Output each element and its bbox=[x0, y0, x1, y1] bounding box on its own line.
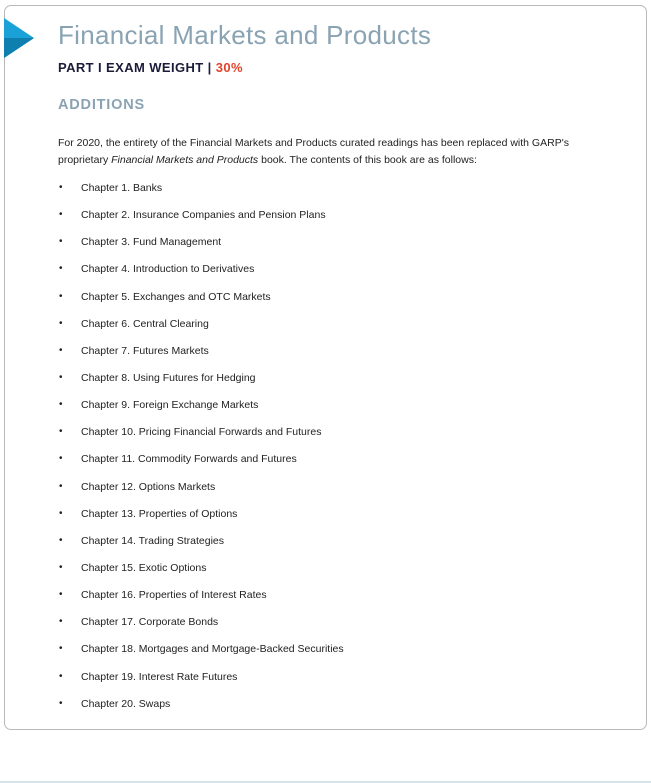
exam-weight-value: 30% bbox=[215, 60, 243, 75]
chapter-item: • Chapter 6. Central Clearing bbox=[58, 316, 344, 343]
chapter-item: • Chapter 1. Banks bbox=[58, 180, 344, 207]
chapter-item: • Chapter 20. Swaps bbox=[58, 696, 344, 723]
chapter-item: • Chapter 2. Insurance Companies and Pension Plans bbox=[58, 207, 344, 234]
arrow-icon bbox=[4, 18, 34, 58]
intro-paragraph bbox=[58, 135, 618, 169]
exam-weight-label: PART I EXAM WEIGHT | bbox=[58, 60, 216, 75]
page-title: Financial Markets and Products bbox=[58, 20, 432, 50]
exam-weight bbox=[58, 60, 243, 75]
chapter-item: • Chapter 15. Exotic Options bbox=[58, 560, 344, 587]
chapter-item: • Chapter 17. Corporate Bonds bbox=[58, 614, 344, 641]
chapter-item: • Chapter 11. Commodity Forwards and Futures bbox=[58, 451, 344, 478]
chapter-item: • Chapter 8. Using Futures for Hedging bbox=[58, 370, 344, 397]
intro-book-title: Financial Markets and Products bbox=[111, 154, 259, 166]
chapter-item: • Chapter 4. Introduction to Derivatives bbox=[58, 261, 344, 288]
chapter-item: • Chapter 18. Mortgages and Mortgage-Backed Securities bbox=[58, 641, 344, 668]
chapter-list bbox=[58, 180, 344, 723]
chapter-item: • Chapter 3. Fund Management bbox=[58, 234, 344, 261]
chapter-item: • Chapter 9. Foreign Exchange Markets bbox=[58, 397, 344, 424]
intro-text-start: For 2020, the entirety of the Financial Markets and Products curated readings has been replaced with GARP's proprietary bbox=[58, 137, 569, 166]
chapter-item: • Chapter 5. Exchanges and OTC Markets bbox=[58, 289, 344, 316]
chapter-item: • Chapter 7. Futures Markets bbox=[58, 343, 344, 370]
chapter-item: • Chapter 13. Properties of Options bbox=[58, 506, 344, 533]
chapter-item: • Chapter 10. Pricing Financial Forwards and Futures bbox=[58, 424, 344, 451]
chapter-item: • Chapter 14. Trading Strategies bbox=[58, 533, 344, 560]
chapter-item: • Chapter 16. Properties of Interest Rates bbox=[58, 587, 344, 614]
chapter-item: • Chapter 12. Options Markets bbox=[58, 479, 344, 506]
chapter-item: • Chapter 19. Interest Rate Futures bbox=[58, 669, 344, 696]
intro-text-end: book. The contents of this book are as follows: bbox=[258, 154, 477, 166]
section-heading: ADDITIONS bbox=[58, 97, 145, 113]
